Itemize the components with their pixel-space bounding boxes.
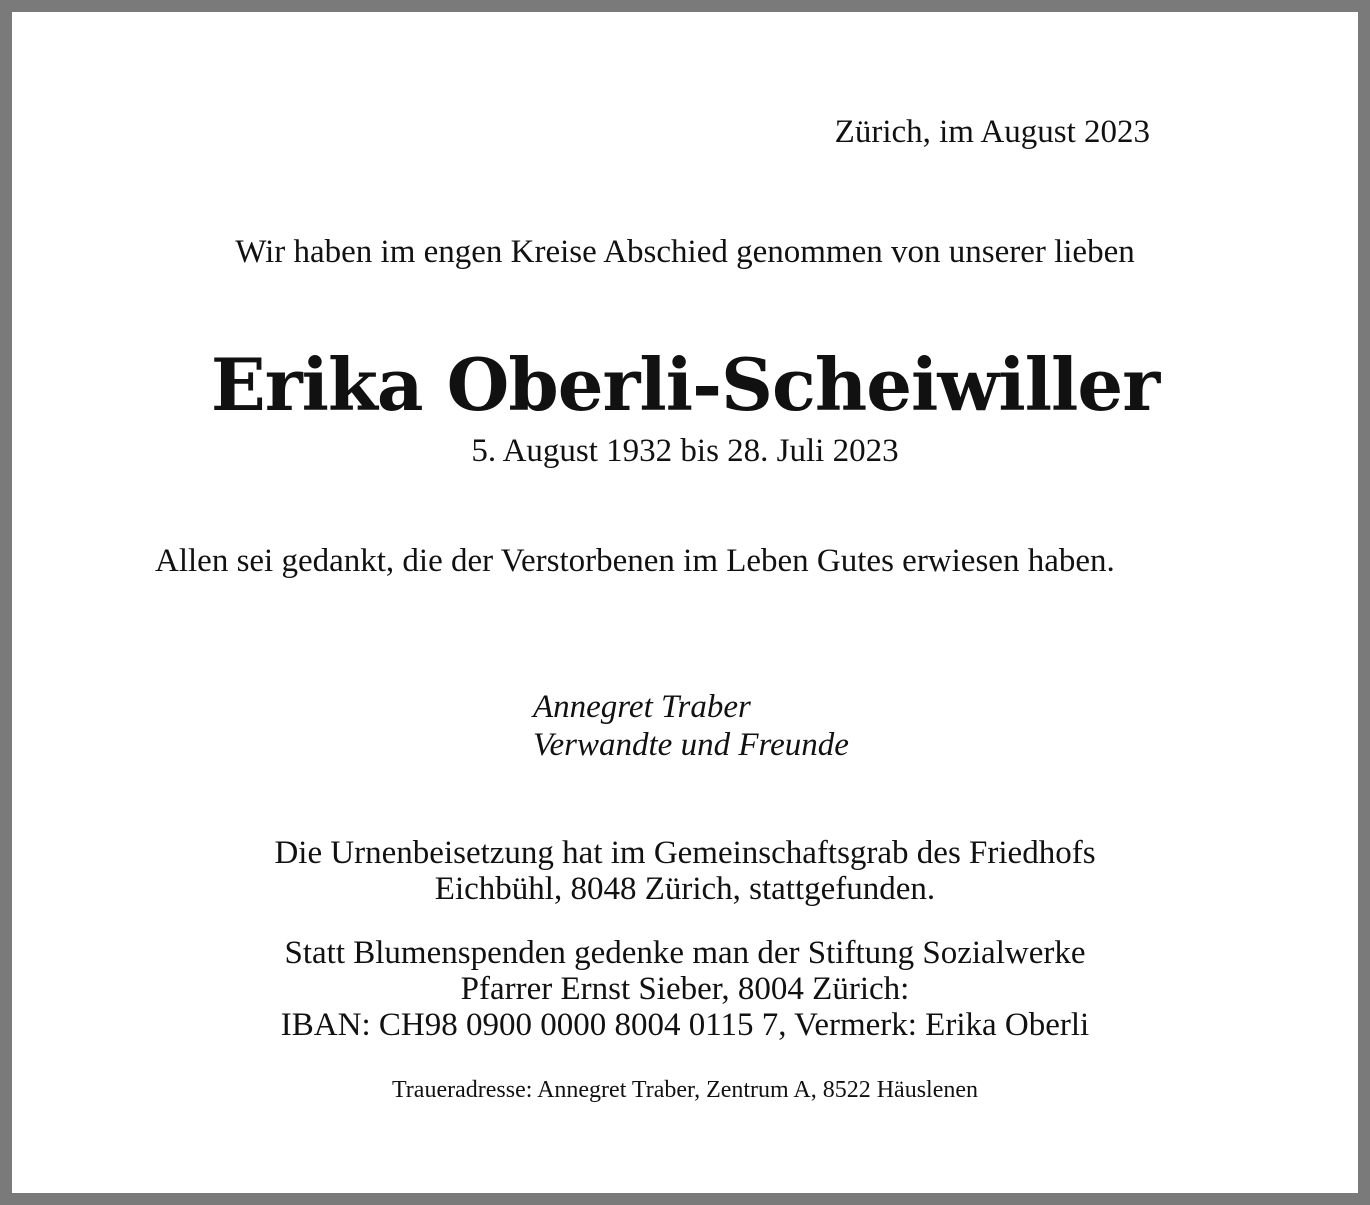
donation-line: IBAN: CH98 0900 0000 8004 0115 7, Vermerk: Erika Oberli	[280, 1007, 1090, 1043]
deceased-name: Erika Oberli-Scheiwiller	[210, 342, 1160, 427]
obituary-notice	[12, 12, 1358, 1193]
mourning-address: Traueradresse: Annegret Traber, Zentrum A, 8522 Häuslenen	[391, 1077, 979, 1103]
burial-line: Die Urnenbeisetzung hat im Gemeinschaftsgrab des Friedhofs	[274, 835, 1096, 871]
burial-line: Eichbühl, 8048 Zürich, stattgefunden.	[434, 871, 936, 907]
donation-info	[12, 935, 1358, 1043]
thanks-text: Allen sei gedankt, die der Verstorbenen im Leben Gutes erwiesen haben.	[155, 543, 1115, 579]
donation-line: Statt Blumenspenden gedenke man der Stiftung Sozialwerke	[284, 935, 1086, 971]
life-dates: 5. August 1932 bis 28. Juli 2023	[471, 433, 899, 469]
signer-line: Annegret Traber	[533, 689, 751, 725]
signer-line: Verwandte und Freunde	[533, 727, 849, 763]
signers	[533, 688, 849, 764]
burial-info	[12, 835, 1358, 907]
intro-text: Wir haben im engen Kreise Abschied genommen von unserer lieben	[235, 234, 1135, 270]
place-date: Zürich, im August 2023	[834, 114, 1150, 150]
donation-line: Pfarrer Ernst Sieber, 8004 Zürich:	[460, 971, 910, 1007]
